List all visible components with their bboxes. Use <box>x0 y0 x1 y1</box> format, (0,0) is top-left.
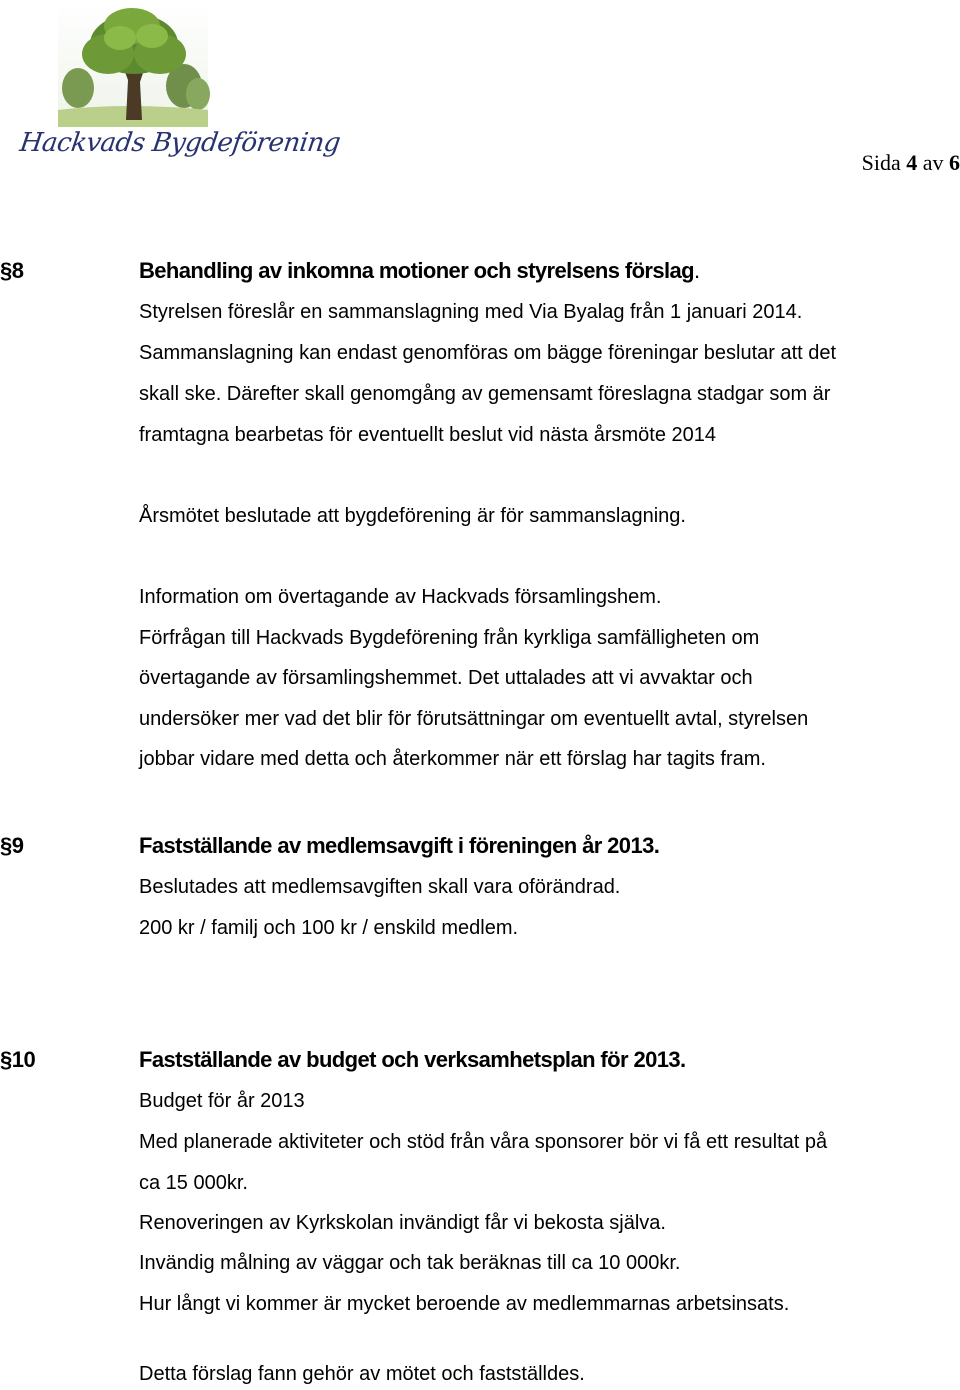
text-line: ca 15 000kr. <box>139 1172 248 1194</box>
text-line: Med planerade aktiviteter och stöd från våra sponsorer bör vi få ett resultat på <box>139 1131 828 1153</box>
page-number <box>862 150 960 176</box>
text-line: Invändig målning av väggar och tak beräknas till ca 10 000kr. <box>139 1252 681 1274</box>
text-line: Styrelsen föreslår en sammanslagning med Via Byalag från 1 januari 2014. <box>139 301 803 323</box>
page-label: Sida <box>861 150 901 175</box>
text-line: jobbar vidare med detta och återkommer när ett förslag har tagits fram. <box>139 748 766 770</box>
section-title: Fastställande av budget och verksamhetsplan för 2013. <box>139 1047 686 1072</box>
text-line: Förfrågan till Hackvads Bygdeförening från kyrkliga samfälligheten om <box>139 627 760 649</box>
page-of: av <box>922 150 944 175</box>
section-number: §8 <box>0 258 24 283</box>
text-line: Detta förslag fann gehör av mötet och fastställdes. <box>139 1363 585 1385</box>
text-line: Årsmötet beslutade att bygdeförening är för sammanslagning. <box>139 505 686 527</box>
oak-tree-image <box>8 2 248 132</box>
text-line: övertagande av församlingshemmet. Det uttalades att vi avvaktar och <box>139 667 753 689</box>
section-title: Fastställande av medlemsavgift i föreningen år 2013. <box>139 833 660 858</box>
section-number: §10 <box>0 1047 36 1072</box>
logo-text: Hackvads Bygdeförening <box>17 128 343 158</box>
text-line: undersöker mer vad det blir för förutsättningar om eventuellt avtal, styrelsen <box>139 708 809 730</box>
section-title: Behandling av inkomna motioner och styrelsens förslag. <box>139 258 700 283</box>
paragraph-symbol: § <box>0 833 12 858</box>
text-line: Sammanslagning kan endast genomföras om bägge föreningar beslutar att det <box>139 342 837 364</box>
page-total: 6 <box>949 150 960 175</box>
text-line: 200 kr / familj och 100 kr / enskild medlem. <box>139 917 519 939</box>
text-line: Beslutades att medlemsavgiften skall vara oförändrad. <box>139 876 621 898</box>
paragraph-symbol: § <box>0 258 12 283</box>
section-number: §9 <box>0 833 24 858</box>
text-line: Information om övertagande av Hackvads församlingshem. <box>139 586 662 608</box>
text-line: Budget för år 2013 <box>139 1090 305 1112</box>
text-line: skall ske. Därefter skall genomgång av gemensamt föreslagna stadgar som är <box>139 383 831 405</box>
text-line: Hur långt vi kommer är mycket beroende av medlemmarnas arbetsinsats. <box>139 1293 790 1315</box>
page-current: 4 <box>906 150 918 175</box>
text-line: framtagna bearbetas för eventuellt beslut vid nästa årsmöte 2014 <box>139 424 717 446</box>
paragraph-symbol: § <box>0 1047 12 1072</box>
logo <box>8 2 343 170</box>
text-line: Renoveringen av Kyrkskolan invändigt får vi bekosta själva. <box>139 1212 666 1234</box>
